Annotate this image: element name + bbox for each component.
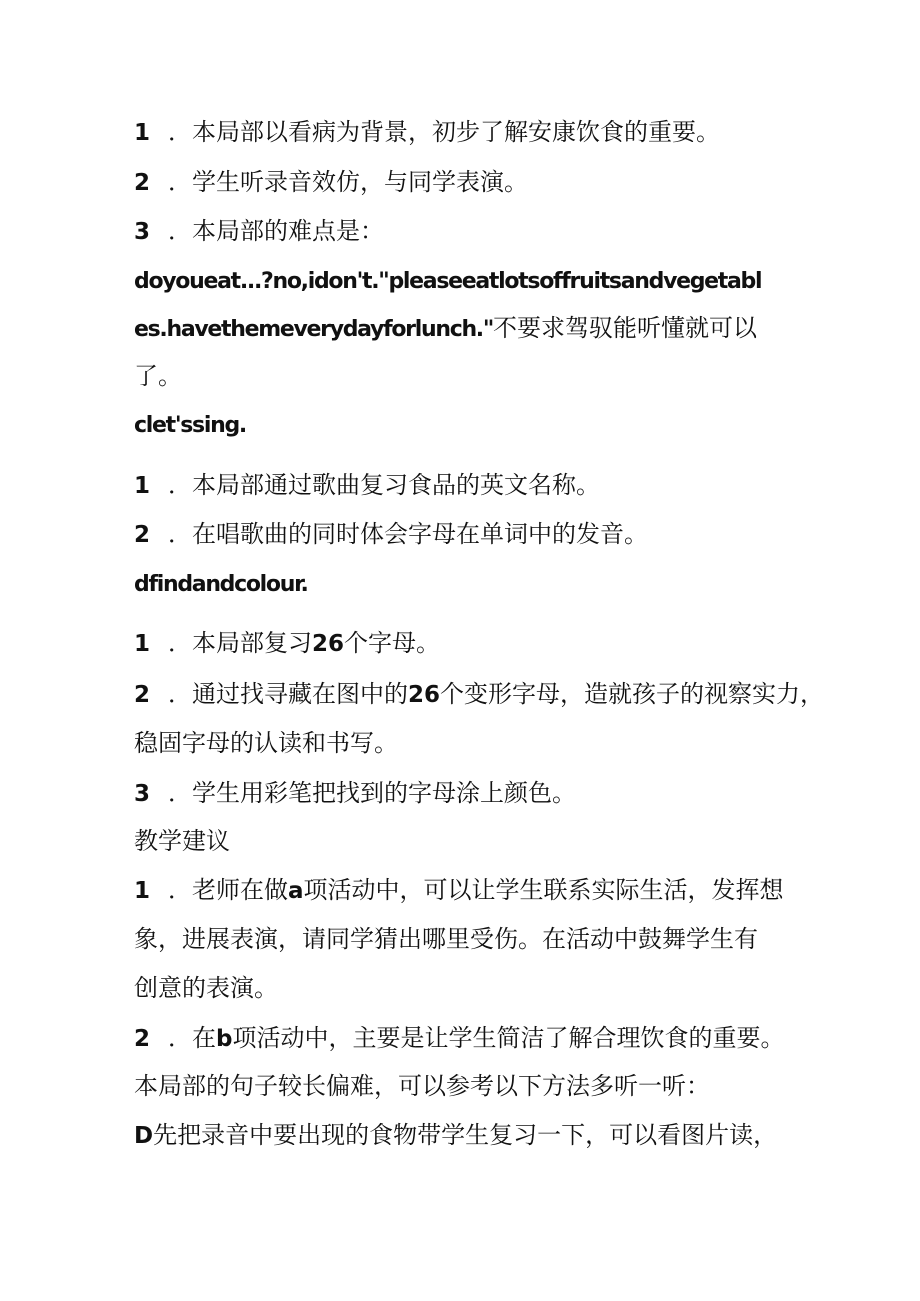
list-number: 2: [134, 682, 151, 708]
text-line: [134, 874, 784, 907]
line-text: 个字母。: [344, 629, 441, 657]
line-text: 教学建议: [134, 827, 230, 855]
english-text: clet'ssing.: [134, 413, 246, 438]
text-line: [134, 1070, 710, 1102]
text-line: [134, 627, 440, 660]
text-line: [134, 1022, 784, 1055]
text-line: [134, 923, 758, 955]
text-line: [134, 360, 182, 392]
list-number: 3: [134, 781, 151, 807]
english-text: dfindandcolour.: [134, 572, 308, 597]
english-text: doyoueat...?no,idon't."pleaseeatlotsoffruitsandvegetabl: [134, 269, 762, 294]
line-text: 稳固字母的认读和书写。: [134, 729, 398, 757]
list-number: 1: [134, 473, 151, 499]
text-line: [134, 972, 278, 1004]
section-heading: [134, 567, 308, 601]
text-line: [134, 116, 720, 149]
line-text: ．通过找寻藏在图中的: [168, 680, 408, 708]
line-text: ．本局部的难点是：: [168, 217, 384, 245]
line-text: ．在唱歌曲的同时体会字母在单词中的发音。: [168, 520, 648, 548]
text-line: [134, 727, 398, 759]
line-text: ．本局部复习: [168, 629, 312, 657]
line-text: 本局部的句子较长偏难，可以参考以下方法多听一听：: [134, 1072, 710, 1100]
section-heading: [134, 825, 230, 857]
text-line: [134, 264, 761, 298]
text-line: [134, 518, 648, 551]
line-text: ．本局部通过歌曲复习食品的英文名称。: [168, 471, 600, 499]
section-heading: [134, 408, 246, 442]
line-text: 不要求驾驭能听懂就可以: [493, 314, 758, 342]
line-text: 项活动中，可以让学生联系实际生活，发挥想: [303, 876, 784, 904]
list-number: 3: [134, 219, 151, 245]
line-text: ．在: [168, 1024, 216, 1052]
bold-text: 26: [312, 631, 345, 657]
list-number: 2: [134, 1026, 151, 1052]
line-text: 了。: [134, 362, 182, 390]
list-number: 2: [134, 522, 151, 548]
list-number: 2: [134, 170, 151, 196]
text-line: [134, 678, 824, 711]
line-text: 象，进展表演，请同学猜出哪里受伤。在活动中鼓舞学生有: [134, 925, 758, 953]
english-text: es.havethemeverydayforlunch.": [134, 317, 494, 342]
list-number: 1: [134, 631, 151, 657]
list-number: 1: [134, 878, 151, 904]
line-text: ．学生听录音效仿，与同学表演。: [168, 168, 528, 196]
text-line: [134, 166, 528, 199]
bold-text: 26: [408, 682, 441, 708]
line-text: 个变形字母，造就孩子的视察实力，: [440, 680, 825, 708]
text-line: [134, 215, 384, 248]
line-text: 创意的表演。: [134, 974, 278, 1002]
line-text: ．学生用彩笔把找到的字母涂上颜色。: [168, 779, 576, 807]
text-line: [134, 777, 576, 810]
bold-text: D: [134, 1123, 154, 1149]
line-text: 项活动中，主要是让学生简洁了解合理饮食的重要。: [232, 1024, 785, 1052]
bold-text: b: [216, 1026, 233, 1052]
text-line: [134, 312, 757, 346]
line-text: ．老师在做: [168, 876, 288, 904]
line-text: ．本局部以看病为背景，初步了解安康饮食的重要。: [168, 118, 720, 146]
bold-text: a: [288, 878, 304, 904]
text-line: [134, 469, 600, 502]
line-text: 先把录音中要出现的食物带学生复习一下，可以看图片读，: [153, 1121, 778, 1149]
text-line: [134, 1119, 777, 1152]
list-number: 1: [134, 120, 151, 146]
